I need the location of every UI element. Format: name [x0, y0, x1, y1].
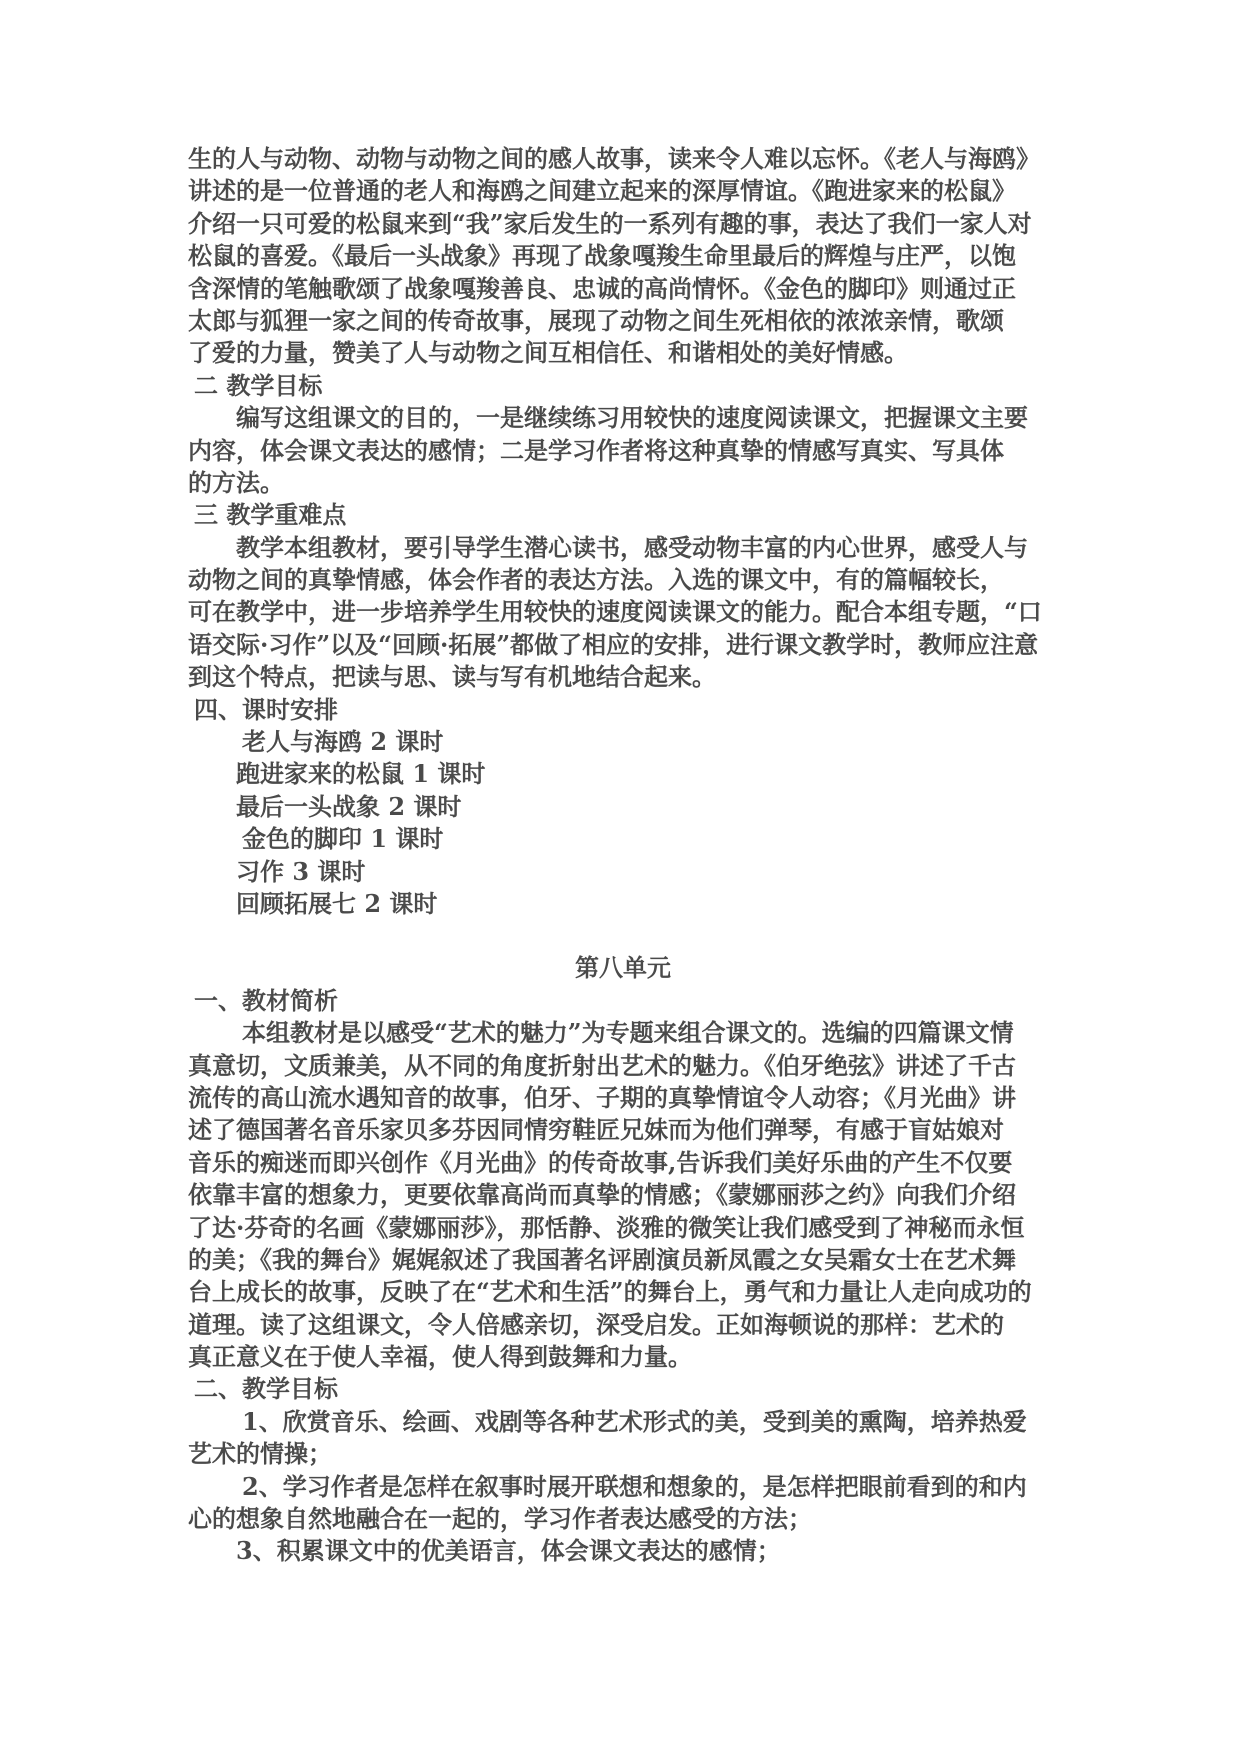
paragraph-line: 的方法。 — [188, 467, 284, 497]
paragraph-line: 含深情的笔触歌颂了战象嘎羧善良、忠诚的高尚情怀。《金色的脚印》则通过正 — [188, 273, 1016, 303]
section-heading: 四、课时安排 — [194, 694, 338, 724]
paragraph-line: 台上成长的故事，反映了在“艺术和生活”的舞台上，勇气和力量让人走向成功的 — [188, 1277, 1032, 1307]
section-heading: 三 教学重难点 — [194, 500, 347, 530]
paragraph-line: 教学本组教材，要引导学生潜心读书，感受动物丰富的内心世界，感受人与 — [236, 532, 1028, 562]
schedule-item: 金色的脚印 1 课时 — [242, 824, 444, 854]
paragraph-line: 了达·芬奇的名画《蒙娜丽莎》，那恬静、淡雅的微笑让我们感受到了神秘而永恒 — [188, 1212, 1025, 1242]
document-page — [188, 143, 1058, 1568]
paragraph-line: 音乐的痴迷而即兴创作《月光曲》的传奇故事,告诉我们美好乐曲的产生不仅要 — [188, 1147, 1013, 1177]
paragraph-line: 真意切，文质兼美，从不同的角度折射出艺术的魅力。《伯牙绝弦》讲述了千古 — [188, 1050, 1016, 1080]
paragraph-line: 松鼠的喜爱。《最后一头战象》再现了战象嘎羧生命里最后的辉煌与庄严，以饱 — [188, 241, 1016, 271]
objective-line: 2、学习作者是怎样在叙事时展开联想和想象的，是怎样把眼前看到的和内 — [242, 1471, 1027, 1501]
paragraph-line: 可在教学中，进一步培养学生用较快的速度阅读课文的能力。配合本组专题，“口 — [188, 597, 1042, 627]
section-heading: 一、教材简析 — [194, 985, 338, 1015]
paragraph-line: 内容，体会课文表达的感情；二是学习作者将这种真挚的情感写真实、写具体 — [188, 435, 1004, 465]
schedule-item: 习作 3 课时 — [236, 856, 366, 886]
unit-title: 第八单元 — [575, 953, 671, 983]
schedule-item: 回顾拓展七 2 课时 — [236, 888, 438, 918]
schedule-item: 最后一头战象 2 课时 — [236, 791, 462, 821]
paragraph-line: 依靠丰富的想象力，更要依靠高尚而真挚的情感；《蒙娜丽莎之约》向我们介绍 — [188, 1180, 1016, 1210]
paragraph-line: 本组教材是以感受“艺术的魅力”为专题来组合课文的。选编的四篇课文情 — [242, 1018, 1014, 1048]
schedule-item: 老人与海鸥 2 课时 — [242, 727, 444, 757]
paragraph-line: 的美；《我的舞台》娓娓叙述了我国著名评剧演员新凤霞之女吴霜女士在艺术舞 — [188, 1244, 1016, 1274]
paragraph-line: 介绍一只可爱的松鼠来到“我”家后发生的一系列有趣的事，表达了我们一家人对 — [188, 208, 1032, 238]
objective-line: 艺术的情操； — [188, 1439, 332, 1469]
paragraph-line: 到这个特点，把读与思、读与写有机地结合起来。 — [188, 662, 716, 692]
paragraph-line: 述了德国著名音乐家贝多芬因同情穷鞋匠兄妹而为他们弹琴，有感于盲姑娘对 — [188, 1115, 1004, 1145]
objective-line: 3、积累课文中的优美语言，体会课文表达的感情； — [236, 1536, 781, 1566]
blank-line — [188, 920, 1058, 952]
section-heading: 二、教学目标 — [194, 1374, 338, 1404]
objective-line: 心的想象自然地融合在一起的，学习作者表达感受的方法； — [188, 1504, 812, 1534]
section-heading: 二 教学目标 — [194, 370, 323, 400]
paragraph-line: 讲述的是一位普通的老人和海鸥之间建立起来的深厚情谊。《跑进家来的松鼠》 — [188, 176, 1016, 206]
paragraph-line: 了爱的力量，赞美了人与动物之间互相信任、和谐相处的美好情感。 — [188, 338, 908, 368]
objective-line: 1、欣赏音乐、绘画、戏剧等各种艺术形式的美，受到美的熏陶，培养热爱 — [242, 1406, 1027, 1436]
paragraph-line: 语交际·习作”以及“回顾·拓展”都做了相应的安排，进行课文教学时，教师应注意 — [188, 629, 1039, 659]
paragraph-line: 真正意义在于使人幸福，使人得到鼓舞和力量。 — [188, 1342, 692, 1372]
paragraph-line: 太郎与狐狸一家之间的传奇故事，展现了动物之间生死相依的浓浓亲情，歌颂 — [188, 305, 1004, 335]
paragraph-line: 生的人与动物、动物与动物之间的感人故事，读来令人难以忘怀。《老人与海鸥》 — [188, 144, 1040, 173]
paragraph-line: 流传的高山流水遇知音的故事，伯牙、子期的真挚情谊令人动容；《月光曲》讲 — [188, 1082, 1016, 1112]
schedule-item: 跑进家来的松鼠 1 课时 — [236, 759, 486, 789]
paragraph-line: 编写这组课文的目的，一是继续练习用较快的速度阅读课文，把握课文主要 — [236, 403, 1028, 433]
paragraph-line: 道理。读了这组课文，令人倍感亲切，深受启发。正如海顿说的那样：艺术的 — [188, 1309, 1004, 1339]
paragraph-line: 动物之间的真挚情感，体会作者的表达方法。入选的课文中，有的篇幅较长， — [188, 565, 1004, 595]
